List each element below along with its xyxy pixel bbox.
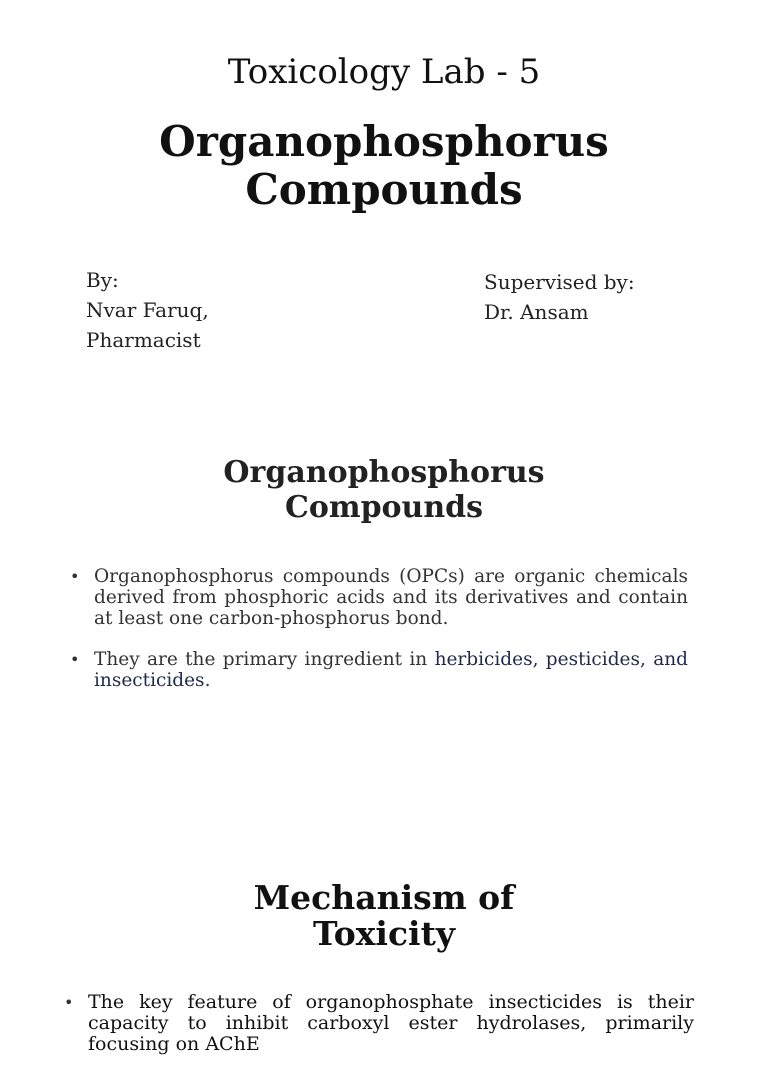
author-name: Nvar Faruq, bbox=[86, 298, 209, 322]
main-title-line-2: Compounds bbox=[245, 165, 523, 214]
supervisor-name: Dr. Ansam bbox=[484, 300, 589, 324]
authors-block bbox=[86, 265, 209, 355]
section-title-line-2: Toxicity bbox=[312, 914, 456, 953]
bullet-list bbox=[70, 566, 688, 711]
bullet-text: The key feature of organophosphate insecticides is their capacity to inhibit carboxyl ester hydrolases, primarily focusing on AChE bbox=[88, 991, 694, 1055]
main-title-line-1: Organophosphorus bbox=[159, 117, 609, 166]
supervisor-block bbox=[484, 267, 635, 327]
section-title bbox=[0, 880, 768, 952]
by-label: By: bbox=[86, 268, 119, 292]
section-title-line-1: Organophosphorus bbox=[223, 455, 545, 490]
mechanism-slide bbox=[0, 860, 768, 1055]
bullet-item bbox=[64, 992, 694, 1055]
intro-slide bbox=[0, 440, 768, 820]
bullet-text-suffix: . bbox=[204, 670, 211, 691]
section-title bbox=[0, 455, 768, 525]
bullet-dot: • bbox=[64, 993, 74, 1012]
lab-title: Toxicology Lab - 5 bbox=[227, 52, 541, 92]
title-slide bbox=[0, 0, 768, 420]
main-title bbox=[0, 118, 768, 214]
bullet-dot: • bbox=[70, 650, 80, 669]
supervised-by-label: Supervised by: bbox=[484, 270, 635, 294]
bullet-dot: • bbox=[70, 567, 80, 586]
section-title-line-1: Mechanism of bbox=[253, 878, 515, 917]
bullet-item bbox=[70, 649, 688, 691]
bullet-text: Organophosphorus compounds (OPCs) are organic chemicals derived from phosphoric acids and its derivatives and contain at least one carbon-phosphorus bond. bbox=[94, 566, 688, 629]
bullet-text-prefix: They are the primary ingredient in bbox=[94, 649, 435, 670]
bullet-item bbox=[70, 566, 688, 629]
author-role: Pharmacist bbox=[86, 328, 201, 352]
bullet-list bbox=[64, 992, 694, 1075]
section-title-line-2: Compounds bbox=[284, 490, 484, 525]
highlighted-term: herbicides, pesticides, and insecticides bbox=[94, 649, 688, 691]
